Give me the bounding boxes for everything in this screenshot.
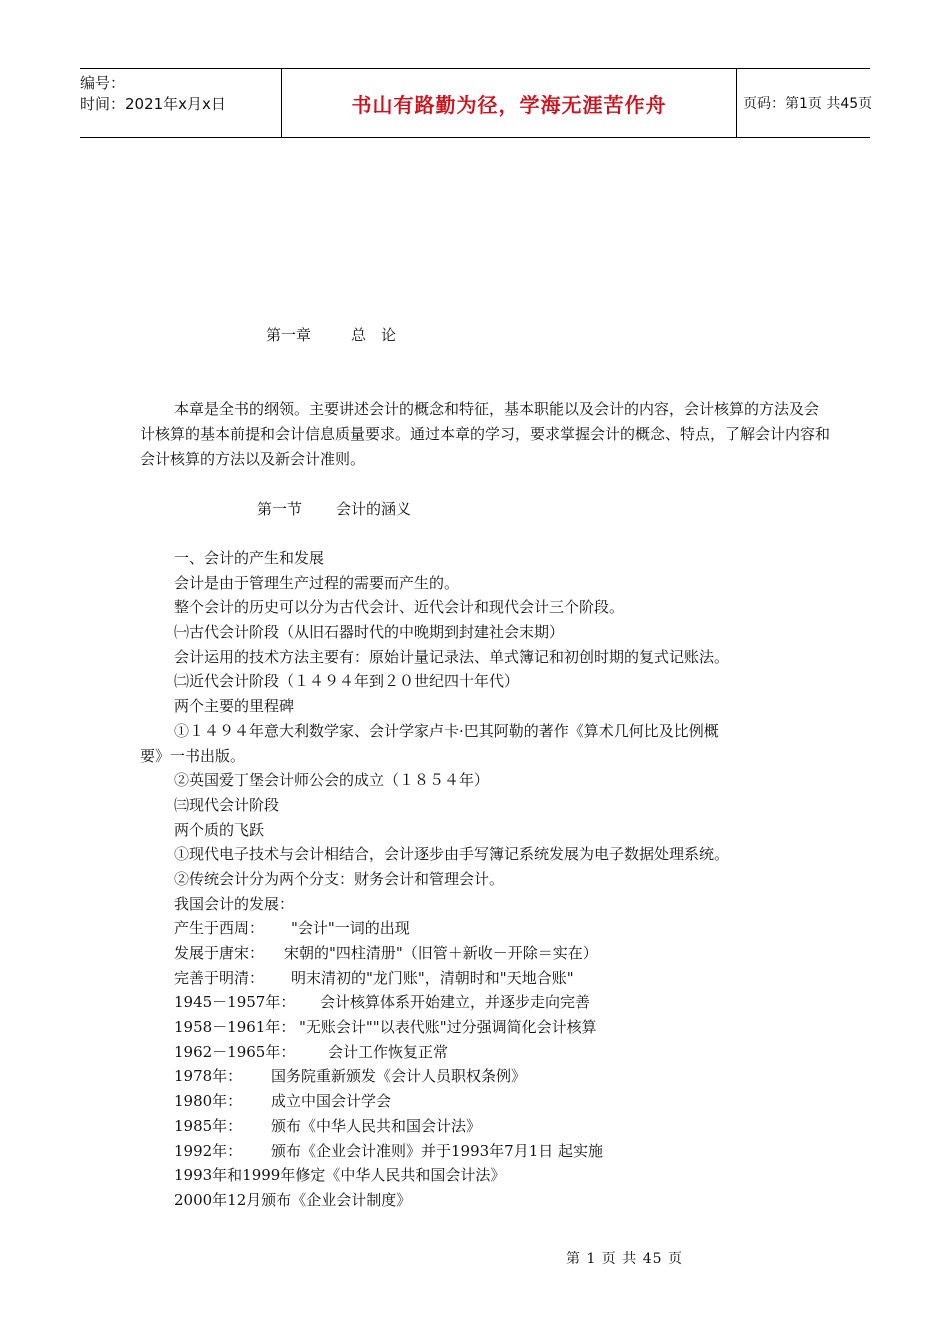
page-header [80,68,873,138]
body-line: ①１４９４年意大利数学家、会计学家卢卡·巴其阿勒的著作《算术几何比及比例概 [174,721,719,740]
timeline-row [174,1089,830,1114]
chapter-number: 第一章 [266,326,312,344]
timeline-period: 产生于西周： [174,919,265,938]
timeline-row [174,1139,830,1164]
page-footer: 第 1 页 共 45 页 [566,1251,683,1267]
chapter-heading [266,324,396,345]
timeline-event: 国务院重新颁发《会计人员职权条例》 [271,1067,527,1086]
timeline-event: "无账会计""以表代账"过分强调简化会计核算 [299,1018,597,1037]
timeline-event: 会计核算体系开始建立，并逐步走向完善 [320,993,591,1012]
timeline-row [174,941,830,966]
timeline-event: 颁布《中华人民共和国会计法》 [271,1116,482,1135]
body-line: 我国会计的发展： [174,894,295,913]
chapter-title: 总 论 [351,326,397,344]
timeline-event: 宋朝的"四柱清册"（旧管＋新收－开除＝实在） [284,944,598,962]
timeline-event: 颁布《企业会计准则》并于1993年7月1日 起实施 [271,1141,604,1160]
body-line: 会计运用的技术方法主要有：原始计量记录法、单式簿记和初创时期的复式记账法。 [174,647,730,666]
timeline-row [174,966,830,991]
timeline-period: 1962－1965年： [174,1042,296,1061]
timeline-row [174,1114,830,1139]
body-line: ㈠古代会计阶段（从旧石器时代的中晚期到封建社会末期） [174,623,565,642]
time-label: 时间：2021年x月x日 [80,95,226,113]
body-line: ②传统会计分为两个分支：财务会计和管理会计。 [174,869,505,888]
body-line: ②英国爱丁堡会计师公会的成立（１８５４年） [174,771,490,790]
body-text [140,546,830,1213]
number-label: 编号： [80,74,126,92]
timeline-row [174,1040,830,1065]
timeline-period: 完善于明清： [174,968,265,987]
body-line: 两个质的飞跃 [174,820,265,839]
timeline-event: "会计"一词的出现 [291,919,410,938]
timeline-row [174,1064,830,1089]
intro-paragraph: 本章是全书的纲领。主要讲述会计的概念和特征，基本职能以及会计的内容，会计核算的方法及会计核算的基本前提和会计信息质量要求。通过本章的学习，要求掌握会计的概念、特点，了解会计内容和会计核算的方法以及新会计准则。 [140,400,831,468]
timeline-event: 明末清初的"龙门账"，清朝时和"天地合账" [291,968,574,987]
header-left-cell [80,69,281,137]
timeline-row [174,1015,830,1040]
body-line: 要》一书出版。 [140,746,246,765]
timeline-period: 发展于唐宋： [174,944,265,962]
timeline-row [174,990,830,1015]
timeline-event: 成立中国会计学会 [271,1092,392,1111]
header-page-cell [735,69,873,137]
timeline-period: 1992年： [174,1141,243,1160]
body-line: 两个主要的里程碑 [174,697,295,716]
body-line: ㈡近代会计阶段（１４９４年到２０世纪四十年代） [174,672,520,691]
timeline-period: 1958－1961年： [174,1018,296,1037]
body-line: 1993年和1999年修定《中华人民共和国会计法》 [174,1166,506,1185]
motto-text: 书山有路勤为径，学海无涯苦作舟 [351,92,667,117]
body-line: ①现代电子技术与会计相结合，会计逐步由手写簿记系统发展为电子数据处理系统。 [174,845,730,864]
section-number: 第一节 [257,500,303,518]
timeline-period: 1980年： [174,1092,243,1111]
body-line: 2000年12月颁布《企业会计制度》 [174,1190,412,1209]
timeline-row [174,916,830,941]
body-line: 会计是由于管理生产过程的需要而产生的。 [174,573,460,592]
body-line: 一、会计的产生和发展 [174,549,325,567]
timeline-event: 会计工作恢复正常 [328,1042,449,1061]
timeline-period: 1985年： [174,1116,243,1135]
section-title: 会计的涵义 [336,500,412,518]
page-info: 页码：第1页 共45页 [743,96,873,112]
section-heading [257,498,411,519]
timeline-period: 1978年： [174,1067,243,1086]
body-line: ㈢现代会计阶段 [174,795,280,814]
header-motto-cell [281,69,737,137]
timeline-period: 1945－1957年： [174,993,296,1012]
body-line: 整个会计的历史可以分为古代会计、近代会计和现代会计三个阶段。 [174,598,625,617]
